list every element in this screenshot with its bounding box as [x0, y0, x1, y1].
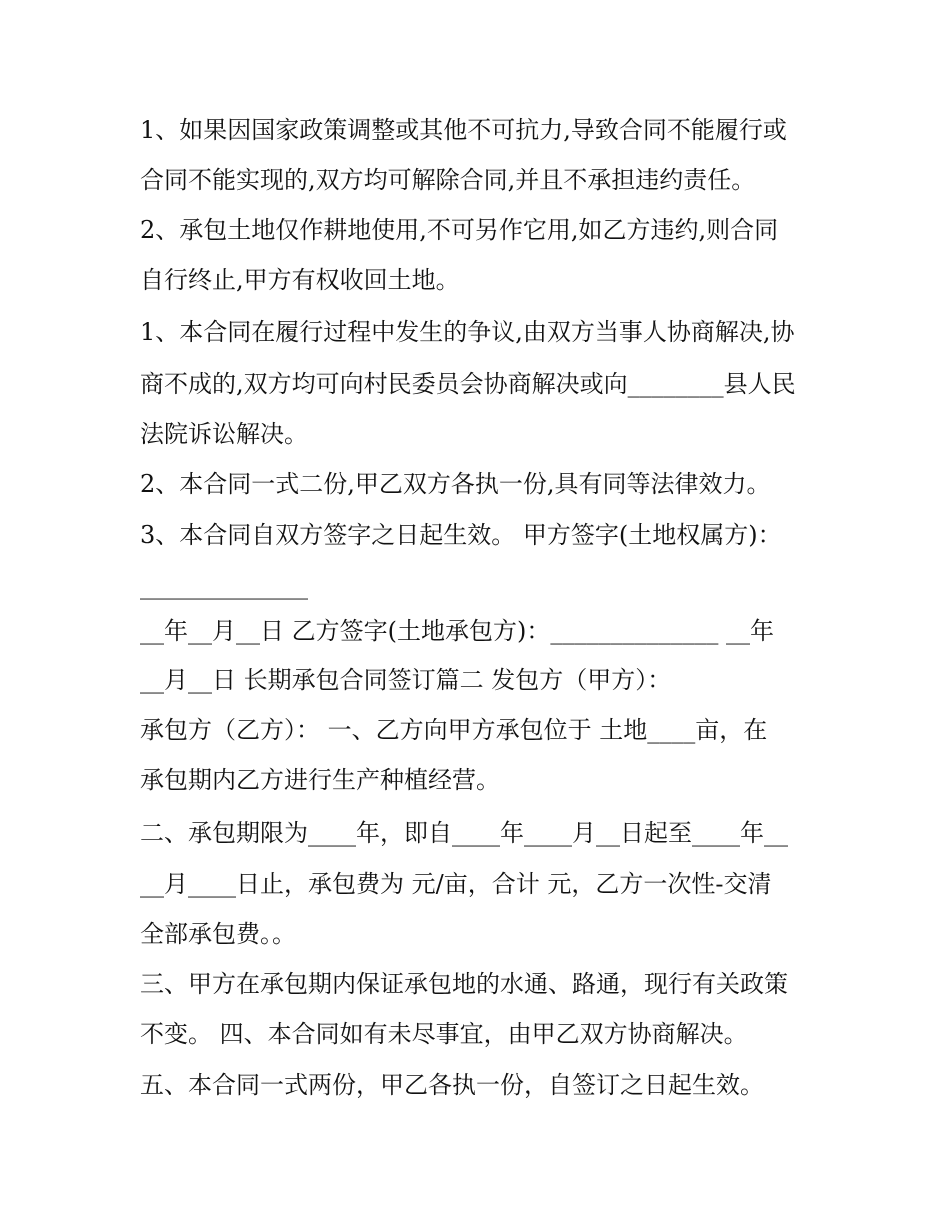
text-line: 不变。 四、本合同如有未尽事宜，由甲乙双方协商解决。	[140, 1020, 748, 1048]
text-line: 商不成的,双方均可向村民委员会协商解决或向________县人民	[140, 370, 796, 398]
text-line: 2、承包土地仅作耕地使用,不可另作它用,如乙方违约,则合同	[140, 216, 779, 244]
text-line: 二、承包期限为____年，即自____年____月__日起至____年__	[140, 819, 788, 847]
text-line: 全部承包费。。	[140, 920, 296, 948]
text-line: 法院诉讼解决。	[140, 420, 308, 448]
signature-line: ______________	[140, 572, 308, 600]
text-line: 三、甲方在承包期内保证承包地的水通、路通，现行有关政策	[140, 970, 788, 998]
text-line: 3、本合同自双方签字之日起生效。 甲方签字(土地权属方)：	[140, 521, 782, 549]
text-line: 五、本合同一式两份，甲乙各执一份，自签订之日起生效。	[140, 1071, 764, 1099]
text-line: __月__日 长期承包合同签订篇二 发包方（甲方）：	[140, 666, 672, 694]
text-line: 合同不能实现的,双方均可解除合同,并且不承担违约责任。	[140, 166, 756, 194]
text-line: 2、本合同一式二份,甲乙双方各执一份,具有同等法律效力。	[140, 470, 771, 498]
text-line: 1、本合同在履行过程中发生的争议,由双方当事人协商解决,协	[140, 318, 795, 346]
text-line: __年__月__日 乙方签字(土地承包方)：______________ __年	[140, 617, 774, 645]
text-line: 1、如果因国家政策调整或其他不可抗力,导致合同不能履行或	[140, 116, 787, 144]
text-line: 承包期内乙方进行生产种植经营。	[140, 766, 500, 794]
text-line: 承包方（乙方）： 一、乙方向甲方承包位于 土地____亩，在	[140, 716, 768, 744]
text-line: __月____日止，承包费为 元/亩，合计 元，乙方一次性-交清	[140, 870, 772, 898]
text-line: 自行终止,甲方有权收回土地。	[140, 266, 460, 294]
